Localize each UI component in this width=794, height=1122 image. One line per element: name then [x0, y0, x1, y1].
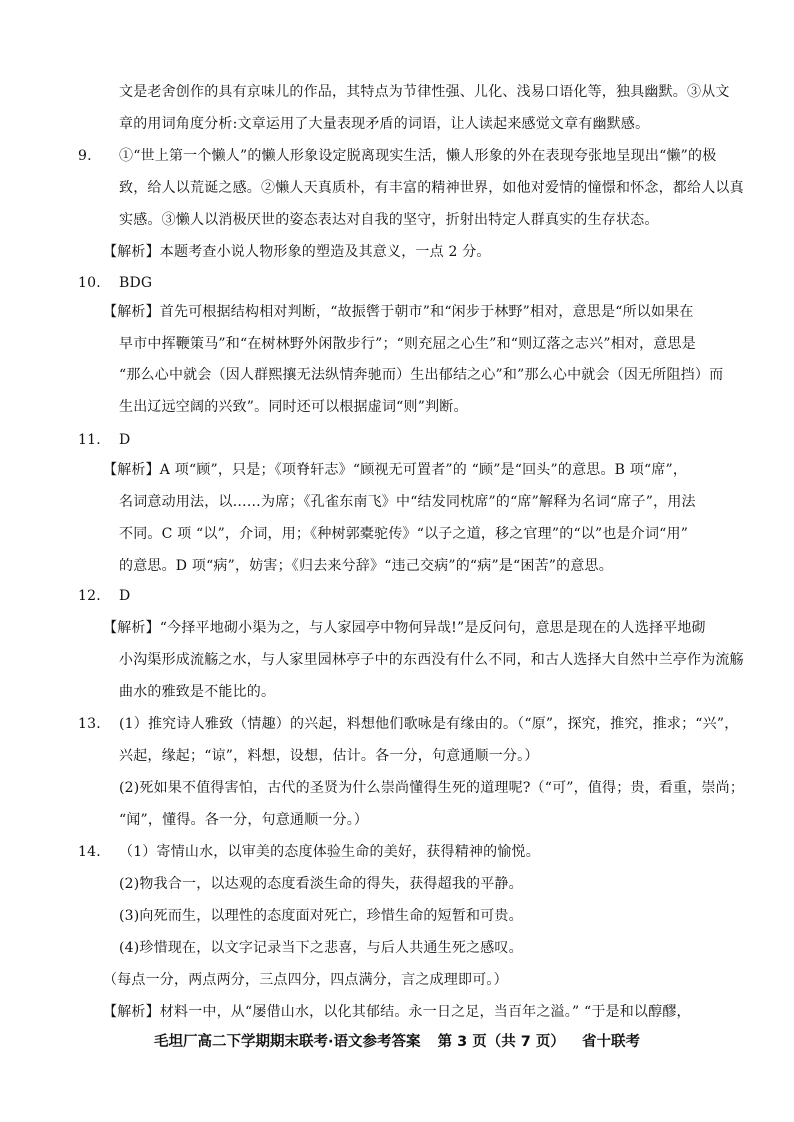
text-line: (1）推究诗人雅致（情趣）的兴起，料想他们歌咏是有缘由的。（“原”，探究，推究，推求；“兴”，: [119, 716, 739, 732]
page-footer: [0, 1032, 794, 1052]
footer-org: 省十联考: [582, 1034, 640, 1050]
text-line: 的意思。D 项“病”，妨害；《归去来兮辞》“违己交病”的“病”是“困苦”的意思。: [119, 558, 613, 574]
text-line: 章的用词角度分析:文章运用了大量表现矛盾的词语，让人读起来感觉文章有幽默感。: [119, 116, 650, 132]
text-line: 不同。C 项 “以”，介词，用；《种树郭橐驼传》“以子之道，移之官理”的“以”也是介词“用”: [119, 526, 689, 542]
text-line: ①“世上第一个懒人”的懒人形象设定脱离现实生活，懒人形象的外在表现夸张地呈现出“懒”的极: [119, 148, 717, 164]
text-line: (2)死如果不值得害怕，古代的圣贤为什么崇尚懂得生死的道理呢?（“可”，值得；贵，看重，崇尚；: [119, 780, 745, 796]
question-number: 13.: [78, 716, 101, 732]
text-line: 名词意动用法，以……为席；《孔雀东南飞》中“结发同枕席”的“席”解释为名词“席子”，用法: [119, 494, 696, 510]
answer-text: BDG: [119, 275, 153, 291]
text-line: (4)珍惜现在，以文字记录当下之悲喜，与后人共通生死之感叹。: [119, 940, 523, 956]
text-line: （每点一分，两点两分，三点四分，四点满分，言之成理即可。）: [103, 972, 508, 988]
text-line: (2)物我合一，以达观的态度看淡生命的得失，获得超我的平静。: [119, 876, 523, 892]
text-line: 曲水的雅致是不能比的。: [119, 684, 276, 700]
footer-title: 毛坦厂高二下学期期末联考·语文参考答案: [153, 1034, 421, 1050]
analysis-line: 【解析】“今择平地砌小渠为之，与人家园亭中物何异哉!”是反问句，意思是现在的人选择平地砌: [103, 620, 706, 636]
analysis-line: 【解析】A 项“顾”，只是；《项脊轩志》“顾视无可置者”的 “顾”是“回头”的意思。B 项“席”，: [103, 462, 688, 478]
analysis-line: 【解析】本题考查小说人物形象的塑造及其意义，一点 2 分。: [103, 244, 491, 260]
text-line: 生出辽远空阔的兴致”。同时还可以根据虚词“则”判断。: [119, 399, 468, 415]
question-number: 14.: [78, 844, 101, 860]
question-number: 12.: [78, 588, 101, 604]
text-line: (3)向死而生，以理性的态度面对死亡，珍惜生命的短暂和可贵。: [119, 908, 523, 924]
text-line: 小沟渠形成流觞之水，与人家里园林亭子中的东西没有什么不同，和古人选择大自然中兰亭作为流觞: [119, 652, 744, 668]
text-line: 致，给人以荒诞之感。②懒人天真质朴，有丰富的精神世界，如他对爱情的憧憬和怀念，都给人以真: [119, 180, 744, 196]
text-line: （1）寄情山水，以审美的态度体验生命的美好，获得精神的愉悦。: [119, 844, 540, 860]
answer-text: D: [119, 588, 131, 604]
text-line: 实感。③懒人以消极厌世的姿态表达对自我的坚守，折射出特定人群真实的生存状态。: [119, 212, 659, 228]
analysis-line: 【解析】材料一中，从“屡借山水，以化其郁结。永一日之足，当百年之溢。” “于是和以醇醪，: [103, 1004, 691, 1020]
footer-page-number: 第 3 页（共 7 页）: [437, 1034, 565, 1050]
text-line: 兴起，缘起；“谅”，料想，设想，估计。各一分，句意通顺一分。）: [119, 748, 539, 764]
text-line: “闻”，懂得。各一分，句意通顺一分。）: [119, 812, 369, 828]
question-number: 9.: [78, 148, 92, 164]
answer-text: D: [119, 432, 131, 448]
text-line: 早市中挥鞭策马”和“在树林野外闲散步行”；“则充屈之心生”和“则辽落之志兴”相对，意思是: [119, 336, 696, 352]
text-line: “那么心中就会（因人群熙攘无法纵情奔驰而）生出郁结之心”和”那么心中就会（因无所阻挡）而: [119, 367, 724, 383]
question-number: 10.: [78, 275, 101, 291]
text-line: 文是老舍创作的具有京味儿的作品，其特点为节律性强、儿化、浅易口语化等，独具幽默。③从文: [119, 84, 730, 100]
question-number: 11.: [78, 432, 101, 448]
analysis-line: 【解析】首先可根据结构相对判断，“故振辔于朝市”和“闲步于林野”相对，意思是“所以如果在: [103, 304, 694, 320]
